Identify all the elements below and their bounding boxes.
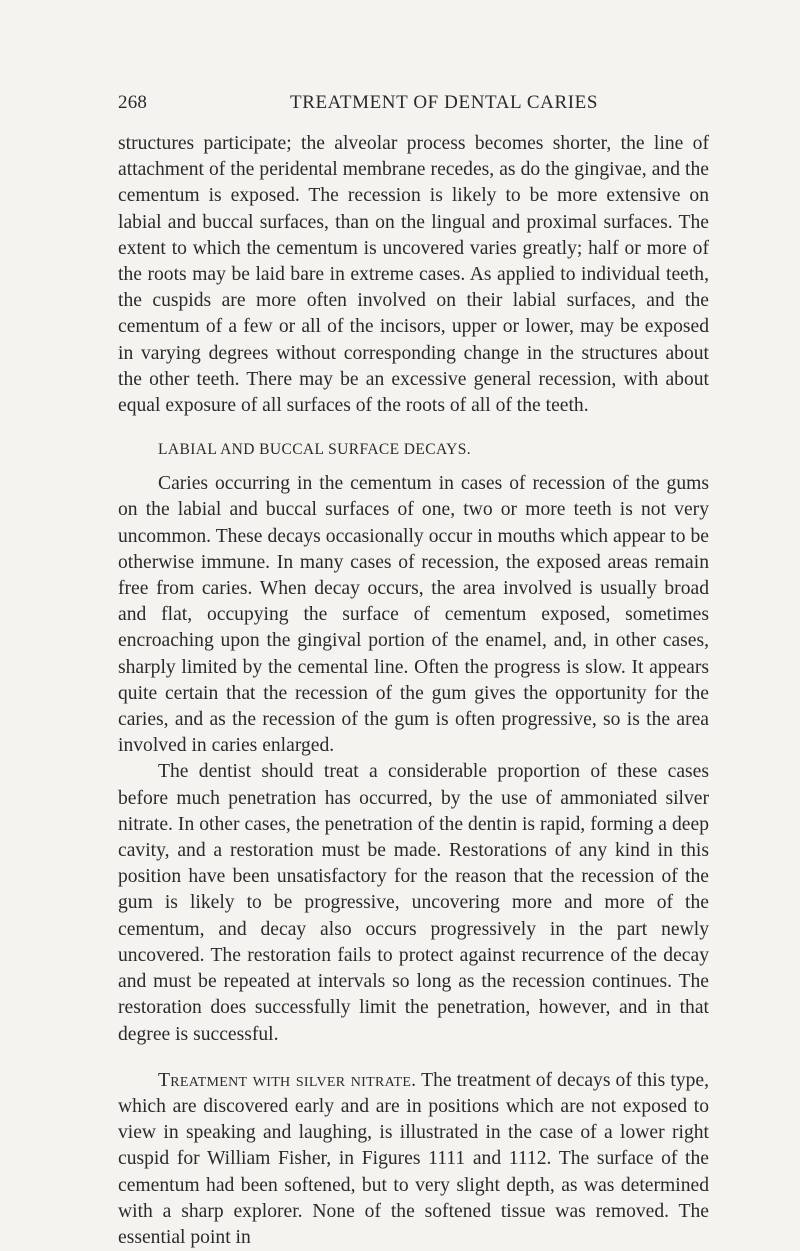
run-in-heading: Treatment with silver nitrate.: [158, 1069, 417, 1091]
page-header: [118, 92, 708, 118]
running-title: TREATMENT OF DENTAL CARIES: [290, 92, 599, 113]
paragraph-silver-nitrate: [118, 1068, 709, 1251]
body-text: [118, 131, 709, 1251]
page-number: 268: [118, 92, 148, 113]
paragraph-recession: structures participate; the alveolar process becomes shorter, the line of attachment of the peridental membrane recedes, as do the gingivae, and the cementum is exposed. The recession is likely to be more extensive on labial and buccal surfaces, than on the lingual and proximal surfaces. The extent to which the cementum is uncovered varies greatly; half or more of the roots may be laid bare in extreme cases. As applied to individual teeth, the cuspids are more often involved on their labial surfaces, and the cementum of a few or all of the incisors, upper or lower, may be exposed in varying degrees without corresponding change in the structures about the other teeth. There may be an excessive general recession, with about equal exposure of all surfaces of the roots of all of the teeth.: [118, 133, 709, 417]
paragraph-gap: [118, 1048, 709, 1068]
paragraph-silver-nitrate-text: The treatment of decays of this type, which are discovered early and are in positions which are not exposed to view in speaking and laughing, is illustrated in the case of a lower right cuspid for William Fisher, in Figures 1111 and 1112. The surface of the cementum had been softened, but to very slight depth, as was determined with a sharp explorer. None of the softened tissue was removed. The essential point in: [118, 1069, 709, 1248]
paragraph-dentist-treatment: The dentist should treat a considerable proportion of these cases before much penetration has occurred, by the use of ammoniated silver nitrate. In other cases, the penetration of the dentin is rapid, forming a deep cavity, and a restoration must be made. Restorations of any kind in this position have been unsatisfactory for the reason that the recession of the gum is likely to be progressive, uncovering more and more of the cementum, and decay also occurs progressively in the part newly uncovered. The restoration fails to protect against recurrence of the decay and must be repeated at intervals so long as the recession continues. The restoration does successfully limit the penetration, however, and in that degree is successful.: [118, 761, 709, 1045]
paragraph-caries-cementum: Caries occurring in the cementum in cases of recession of the gums on the labial and buccal surfaces of one, two or more teeth is not very uncommon. These decays occasionally occur in mouths which appear to be otherwise immune. In many cases of recession, the exposed areas remain free from caries. When decay occurs, the area involved is usually broad and flat, occupying the surface of cementum exposed, sometimes encroaching upon the gingival portion of the enamel, and, in other cases, sharply limited by the cemental line. Often the progress is slow. It appears quite certain that the recession of the gum gives the opportunity for the caries, and as the recession of the gum is often progressive, so is the area involved in caries enlarged.: [118, 473, 709, 757]
section-heading: LABIAL AND BUCCAL SURFACE DECAYS.: [158, 441, 472, 459]
